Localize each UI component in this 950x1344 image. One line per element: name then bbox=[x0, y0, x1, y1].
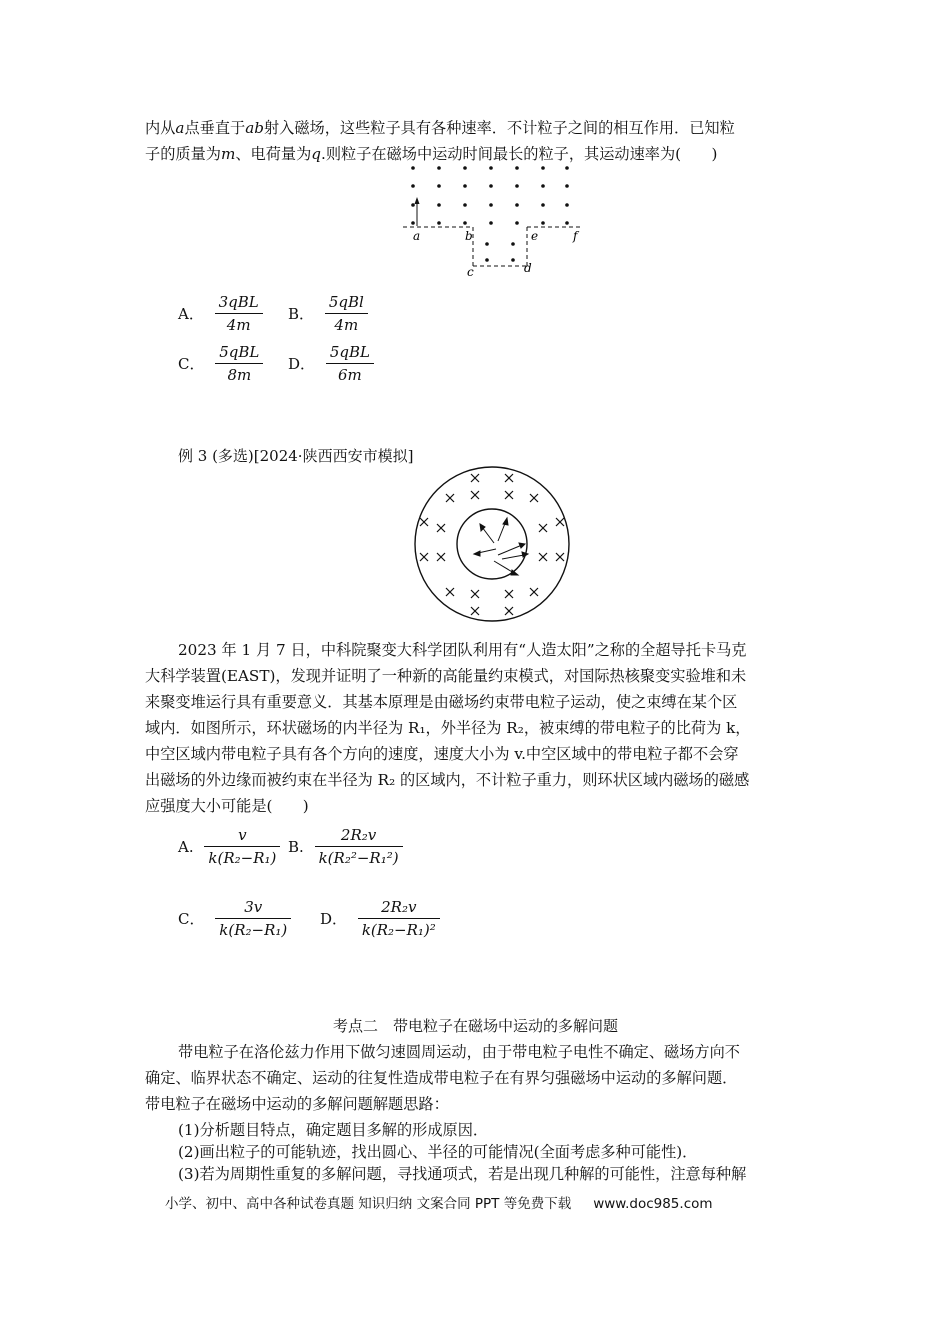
field-dot bbox=[511, 242, 515, 246]
field-dot bbox=[411, 203, 415, 207]
ex3-para-line-5: 中空区域内带电粒子具有各个方向的速度，速度大小为 v.中空区域中的带电粒子都不会穿 bbox=[145, 745, 739, 763]
field-dot bbox=[515, 203, 519, 207]
ex3-option-b[interactable]: B. $\frac{\text{2R₂v}}{\text{k(R₂²−R₁²)}}$ bbox=[288, 826, 403, 867]
section-2-line-6: (3)若为周期性重复的多解问题，寻找通项式，若是出现几种解的可能性，注意每种解 bbox=[178, 1165, 747, 1183]
section-2-line-5: (2)画出粒子的可能轨迹，找出圆心、半径的可能情况(全面考虑多种可能性)． bbox=[178, 1143, 698, 1161]
label-b: b bbox=[465, 229, 473, 243]
ex3-para-line-6: 出磁场的外边缘而被约束在半径为 R₂ 的区域内，不计粒子重力，则环状区域内磁场的磁感 bbox=[145, 771, 750, 789]
label-c: c bbox=[467, 265, 474, 279]
field-cross-icon bbox=[471, 474, 479, 482]
field-cross-icon bbox=[446, 588, 454, 596]
ex3-option-a[interactable]: A. $\frac{v}{\text{k(R₂−R₁)}}$ bbox=[178, 826, 280, 867]
field-dot bbox=[511, 258, 515, 262]
field-cross-icon bbox=[505, 491, 513, 499]
label-f: f bbox=[573, 229, 578, 243]
field-cross-icon bbox=[437, 524, 445, 532]
field-cross-icon bbox=[539, 553, 547, 561]
option-a[interactable]: A． $\frac{\text{3qBL}}{4m}$ bbox=[178, 293, 263, 334]
field-cross-icon bbox=[530, 588, 538, 596]
field-dot bbox=[489, 203, 493, 207]
field-cross-icon bbox=[505, 474, 513, 482]
ex3-para-line-7: 应强度大小可能是( ) bbox=[145, 797, 309, 815]
footer-url[interactable]: www.doc985.com bbox=[593, 1196, 713, 1212]
field-dot bbox=[437, 203, 441, 207]
field-dot bbox=[541, 184, 545, 188]
inner-circle bbox=[457, 509, 527, 579]
magnetic-field-region-figure bbox=[395, 160, 595, 280]
field-dot bbox=[411, 184, 415, 188]
field-cross-icon bbox=[530, 494, 538, 502]
section-2-line-1: 带电粒子在洛伦兹力作用下做匀速圆周运动，由于带电粒子电性不确定、磁场方向不 bbox=[178, 1043, 740, 1061]
section-2-title: 考点二 带电粒子在磁场中运动的多解问题 bbox=[333, 1017, 619, 1035]
field-dot bbox=[565, 166, 569, 170]
field-dot bbox=[485, 242, 489, 246]
field-dot bbox=[485, 258, 489, 262]
q2-line-1: 内从a点垂直于ab射入磁场，这些粒子具有各种速率．不计粒子之间的相互作用．已知粒 bbox=[145, 119, 735, 137]
field-cross-icon bbox=[420, 553, 428, 561]
ex3-para-line-4: 域内．如图所示，环状磁场的内半径为 R₁，外半径为 R₂，被束缚的带电粒子的比荷为 k， bbox=[145, 719, 751, 737]
section-2-line-3: 带电粒子在磁场中运动的多解问题解题思路： bbox=[145, 1095, 449, 1113]
field-dot bbox=[565, 184, 569, 188]
field-dot bbox=[437, 184, 441, 188]
field-dot bbox=[541, 221, 545, 225]
ex3-option-d[interactable]: D． $\frac{\text{2R₂v}}{\text{k(R₂−R₁)²}}$ bbox=[320, 898, 440, 939]
outer-circle bbox=[415, 467, 569, 621]
q2-line-2: 子的质量为m、电荷量为q.则粒子在磁场中运动时间最长的粒子，其运动速率为( ) bbox=[145, 145, 718, 163]
ex3-para-line-1: 2023 年 1 月 7 日，中科院聚变大科学团队利用有“人造太阳”之称的全超导托卡马克 bbox=[178, 641, 747, 659]
ex3-para-line-2: 大科学装置(EAST)，发现并证明了一种新的高能量约束模式，对国际热核聚变实验堆和未 bbox=[145, 667, 747, 685]
field-cross-icon bbox=[471, 590, 479, 598]
field-cross-icon bbox=[505, 590, 513, 598]
option-d[interactable]: D． $\frac{\text{5qBL}}{6m}$ bbox=[288, 343, 374, 384]
footer-text: 小学、初中、高中各种试卷真题 知识归纳 文案合同 PPT 等免费下载 bbox=[165, 1196, 572, 1212]
ex3-para-line-3: 来聚变堆运行具有重要意义．其基本原理是由磁场约束带电粒子运动，使之束缚在某个区 bbox=[145, 693, 738, 711]
field-dot bbox=[463, 221, 467, 225]
field-dot bbox=[565, 221, 569, 225]
section-2-line-4: (1)分析题目特点，确定题目多解的形成原因． bbox=[178, 1121, 489, 1139]
field-cross-icon bbox=[437, 553, 445, 561]
section-2-line-2: 确定、临界状态不确定、运动的往复性造成带电粒子在有界匀强磁场中运动的多解问题． bbox=[145, 1069, 738, 1087]
label-e: e bbox=[531, 229, 539, 243]
label-a: a bbox=[413, 229, 421, 243]
field-cross-icon bbox=[505, 607, 513, 615]
field-dot bbox=[463, 203, 467, 207]
option-b[interactable]: B． $\frac{\text{5qBl}}{4m}$ bbox=[288, 293, 368, 334]
field-dot bbox=[541, 166, 545, 170]
field-dot bbox=[541, 203, 545, 207]
field-cross-icon bbox=[556, 518, 564, 526]
field-dot bbox=[463, 184, 467, 188]
field-dot bbox=[437, 221, 441, 225]
field-cross-icon bbox=[420, 518, 428, 526]
field-dot bbox=[489, 184, 493, 188]
field-dot bbox=[565, 203, 569, 207]
field-dot bbox=[515, 166, 519, 170]
field-dot bbox=[489, 166, 493, 170]
option-c[interactable]: C． $\frac{\text{5qBL}}{8m}$ bbox=[178, 343, 263, 384]
label-d: d bbox=[524, 261, 532, 275]
footer bbox=[165, 1192, 713, 1212]
field-cross-icon bbox=[471, 491, 479, 499]
ex3-option-c[interactable]: C． $\frac{3v}{\text{k(R₂−R₁)}}$ bbox=[178, 898, 291, 939]
field-dot bbox=[411, 221, 415, 225]
field-dot bbox=[515, 184, 519, 188]
field-dot bbox=[489, 221, 493, 225]
example-3-heading: 例 3 (多选)[2024·陕西西安市模拟] bbox=[178, 447, 414, 465]
annular-field-figure bbox=[410, 465, 576, 623]
field-cross-icon bbox=[556, 553, 564, 561]
field-dot bbox=[437, 166, 441, 170]
field-cross-icon bbox=[539, 524, 547, 532]
field-dot bbox=[463, 166, 467, 170]
field-cross-icon bbox=[471, 607, 479, 615]
field-dot bbox=[411, 166, 415, 170]
field-dot bbox=[515, 221, 519, 225]
field-cross-icon bbox=[446, 494, 454, 502]
